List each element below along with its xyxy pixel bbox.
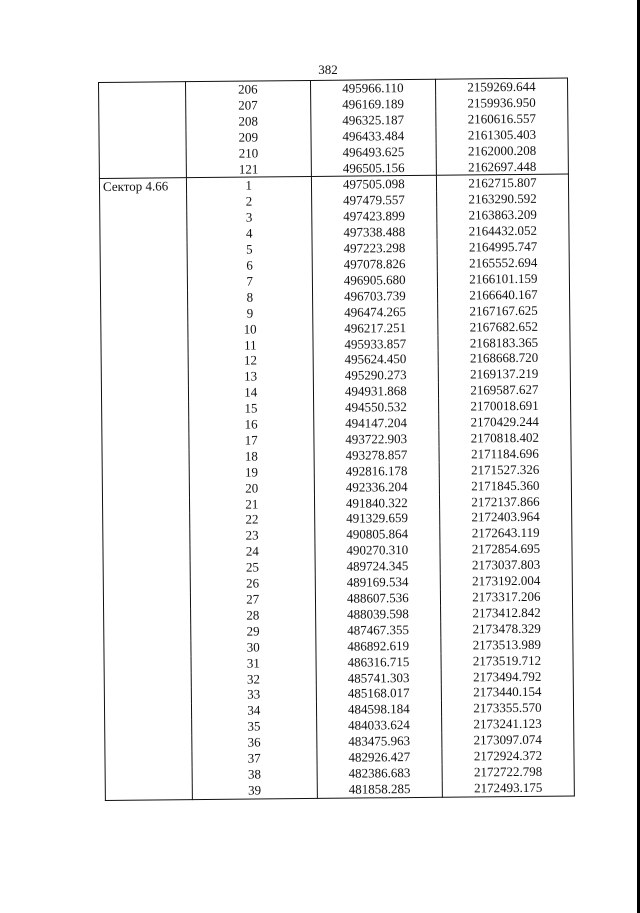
point-number-cell: 18 (189, 448, 314, 465)
x-coordinate-cell: 496493.625 (311, 143, 436, 160)
x-coordinate-cell: 496169.189 (310, 96, 435, 113)
x-coordinate-cell: 484033.624 (316, 717, 441, 734)
x-coordinate-cell: 493722.903 (314, 431, 439, 448)
x-coordinate-cell: 486316.715 (316, 653, 441, 670)
sector-cell (100, 274, 187, 291)
x-coordinate-cell: 495624.450 (313, 351, 438, 368)
point-number-cell: 210 (186, 145, 311, 162)
point-number-cell: 30 (191, 639, 316, 656)
y-coordinate-cell: 2163863.209 (437, 207, 569, 224)
point-number-cell: 19 (189, 464, 314, 481)
y-coordinate-cell: 2172493.175 (442, 779, 574, 797)
x-coordinate-cell: 494550.532 (313, 399, 438, 416)
y-coordinate-cell: 2173192.004 (440, 573, 572, 590)
x-coordinate-cell: 484598.184 (316, 701, 441, 718)
sector-cell (102, 433, 189, 450)
y-coordinate-cell: 2172722.798 (442, 763, 574, 780)
x-coordinate-cell: 496505.156 (311, 159, 436, 177)
point-number-cell: 10 (188, 321, 313, 338)
y-coordinate-cell: 2172924.372 (442, 748, 574, 765)
point-number-cell: 36 (192, 734, 317, 751)
point-number-cell: 16 (188, 416, 313, 433)
page-number: 382 (318, 62, 338, 77)
x-coordinate-cell: 489724.345 (315, 558, 440, 575)
y-coordinate-cell: 2168183.365 (438, 334, 570, 351)
y-coordinate-cell: 2173440.154 (441, 684, 573, 701)
sector-cell (103, 576, 190, 593)
x-coordinate-cell: 497479.557 (311, 192, 436, 209)
x-coordinate-cell: 485741.303 (316, 669, 441, 686)
x-coordinate-cell: 493278.857 (314, 447, 439, 464)
sector-cell (103, 529, 190, 546)
y-coordinate-cell: 2172403.964 (439, 509, 571, 526)
x-coordinate-cell: 489169.534 (315, 574, 440, 591)
point-number-cell: 14 (188, 384, 313, 401)
sector-cell (99, 130, 186, 147)
point-number-cell: 15 (188, 400, 313, 417)
y-coordinate-cell: 2162697.448 (436, 158, 568, 176)
point-number-cell: 2 (186, 193, 311, 210)
sector-cell (104, 703, 191, 720)
x-coordinate-cell: 483475.963 (317, 733, 442, 750)
point-number-cell: 20 (189, 480, 314, 497)
sector-cell (103, 513, 190, 530)
point-number-cell: 32 (191, 670, 316, 687)
point-number-cell: 24 (190, 543, 315, 560)
y-coordinate-cell: 2172137.866 (439, 493, 571, 510)
sector-cell (105, 719, 192, 736)
sector-cell (102, 497, 189, 514)
x-coordinate-cell: 497423.899 (312, 208, 437, 225)
sector-cell (100, 195, 187, 212)
y-coordinate-cell: 2167682.652 (438, 318, 570, 335)
table-row (105, 779, 574, 800)
x-coordinate-cell: 492336.204 (314, 478, 439, 495)
point-number-cell: 12 (188, 352, 313, 369)
point-number-cell: 38 (192, 766, 317, 783)
point-number-cell: 33 (191, 686, 316, 703)
x-coordinate-cell: 496474.265 (312, 303, 437, 320)
sector-cell (103, 544, 190, 561)
x-coordinate-cell: 488039.598 (315, 606, 440, 623)
point-number-cell: 1 (186, 177, 311, 195)
x-coordinate-cell: 482926.427 (317, 749, 442, 766)
y-coordinate-cell: 2168668.720 (438, 350, 570, 367)
sector-cell (105, 767, 192, 784)
sector-cell (102, 449, 189, 466)
x-coordinate-cell: 497223.298 (312, 240, 437, 257)
y-coordinate-cell: 2171527.326 (439, 461, 571, 478)
sector-cell (105, 751, 192, 768)
x-coordinate-cell: 492816.178 (314, 462, 439, 479)
sector-cell (101, 354, 188, 371)
point-number-cell: 25 (190, 559, 315, 576)
coordinates-table (98, 77, 575, 800)
x-coordinate-cell: 486892.619 (316, 637, 441, 654)
x-coordinate-cell: 496905.680 (312, 272, 437, 289)
y-coordinate-cell: 2172643.119 (440, 525, 572, 542)
sector-cell (104, 608, 191, 625)
y-coordinate-cell: 2171184.696 (439, 445, 571, 462)
y-coordinate-cell: 2173519.712 (441, 652, 573, 669)
x-coordinate-cell: 490805.864 (315, 526, 440, 543)
point-number-cell: 21 (189, 496, 314, 513)
sector-cell (105, 735, 192, 752)
y-coordinate-cell: 2167167.625 (438, 302, 570, 319)
sector-cell: Сектор 4.66 (99, 178, 186, 195)
x-coordinate-cell: 487467.355 (315, 622, 440, 639)
point-number-cell: 3 (186, 209, 311, 226)
y-coordinate-cell: 2173513.989 (441, 636, 573, 653)
sector-cell (100, 226, 187, 243)
x-coordinate-cell: 494931.868 (313, 383, 438, 400)
coordinates-table-container (98, 77, 575, 800)
y-coordinate-cell: 2165552.694 (437, 254, 569, 271)
y-coordinate-cell: 2173317.206 (440, 588, 572, 605)
x-coordinate-cell: 495290.273 (313, 367, 438, 384)
y-coordinate-cell: 2169137.219 (438, 366, 570, 383)
sector-cell (103, 592, 190, 609)
x-coordinate-cell: 497338.488 (312, 224, 437, 241)
point-number-cell: 11 (188, 336, 313, 353)
x-coordinate-cell: 497505.098 (311, 176, 436, 194)
point-number-cell: 31 (191, 655, 316, 672)
sector-cell (105, 783, 192, 800)
point-number-cell: 34 (191, 702, 316, 719)
sector-cell (104, 672, 191, 689)
x-coordinate-cell: 482386.683 (317, 765, 442, 782)
sector-cell (103, 560, 190, 577)
y-coordinate-cell: 2166101.159 (437, 270, 569, 287)
x-coordinate-cell: 495966.110 (310, 79, 435, 97)
x-coordinate-cell: 496433.484 (311, 127, 436, 144)
x-coordinate-cell: 496703.739 (312, 288, 437, 305)
sector-cell (100, 210, 187, 227)
y-coordinate-cell: 2160616.557 (436, 110, 568, 127)
sector-cell (99, 98, 186, 115)
x-coordinate-cell: 496325.187 (311, 112, 436, 129)
y-coordinate-cell: 2173355.570 (441, 700, 573, 717)
sector-cell (101, 306, 188, 323)
sector-cell (104, 656, 191, 673)
point-number-cell: 35 (191, 718, 316, 735)
y-coordinate-cell: 2162715.807 (436, 174, 568, 192)
point-number-cell: 22 (189, 511, 314, 528)
point-number-cell: 9 (187, 305, 312, 322)
coordinates-table-body (99, 78, 575, 800)
point-number-cell: 208 (186, 113, 311, 130)
point-number-cell: 8 (187, 289, 312, 306)
x-coordinate-cell: 496217.251 (313, 319, 438, 336)
y-coordinate-cell: 2163290.592 (436, 191, 568, 208)
point-number-cell: 206 (185, 80, 310, 98)
y-coordinate-cell: 2162000.208 (436, 142, 568, 159)
sector-cell (102, 417, 189, 434)
x-coordinate-cell: 490270.310 (315, 542, 440, 559)
point-number-cell: 5 (187, 241, 312, 258)
sector-cell (101, 290, 188, 307)
sector-cell (101, 385, 188, 402)
point-number-cell: 37 (192, 750, 317, 767)
point-number-cell: 4 (187, 225, 312, 242)
y-coordinate-cell: 2173097.074 (442, 732, 574, 749)
sector-cell (101, 322, 188, 339)
sector-cell (101, 369, 188, 386)
y-coordinate-cell: 2164995.747 (437, 239, 569, 256)
point-number-cell: 17 (189, 432, 314, 449)
x-coordinate-cell: 485168.017 (316, 685, 441, 702)
point-number-cell: 207 (185, 97, 310, 114)
x-coordinate-cell: 497078.826 (312, 256, 437, 273)
x-coordinate-cell: 495933.857 (313, 335, 438, 352)
y-coordinate-cell: 2172854.695 (440, 541, 572, 558)
sector-cell (99, 162, 186, 179)
y-coordinate-cell: 2173478.329 (441, 620, 573, 637)
point-number-cell: 29 (190, 623, 315, 640)
point-number-cell: 13 (188, 368, 313, 385)
point-number-cell: 27 (190, 591, 315, 608)
y-coordinate-cell: 2171845.360 (439, 477, 571, 494)
sector-cell (101, 338, 188, 355)
y-coordinate-cell: 2166640.167 (437, 286, 569, 303)
sector-cell (102, 465, 189, 482)
y-coordinate-cell: 2161305.403 (436, 126, 568, 143)
sector-cell (100, 258, 187, 275)
sector-cell (104, 640, 191, 657)
point-number-cell: 39 (192, 782, 317, 800)
point-number-cell: 209 (186, 129, 311, 146)
point-number-cell: 26 (190, 575, 315, 592)
y-coordinate-cell: 2173494.792 (441, 668, 573, 685)
y-coordinate-cell: 2173037.803 (440, 557, 572, 574)
sector-cell (104, 624, 191, 641)
x-coordinate-cell: 494147.204 (314, 415, 439, 432)
sector-cell (100, 242, 187, 259)
y-coordinate-cell: 2173241.123 (441, 716, 573, 733)
sector-cell (99, 114, 186, 131)
point-number-cell: 23 (190, 527, 315, 544)
y-coordinate-cell: 2169587.627 (438, 382, 570, 399)
point-number-cell: 121 (186, 160, 311, 178)
y-coordinate-cell: 2173412.842 (440, 604, 572, 621)
sector-cell (102, 481, 189, 498)
y-coordinate-cell: 2170018.691 (438, 398, 570, 415)
x-coordinate-cell: 488607.536 (315, 590, 440, 607)
point-number-cell: 6 (187, 257, 312, 274)
point-number-cell: 28 (190, 607, 315, 624)
sector-cell (99, 82, 186, 99)
point-number-cell: 7 (187, 273, 312, 290)
y-coordinate-cell: 2170429.244 (439, 414, 571, 431)
sector-cell (104, 688, 191, 705)
sector-cell (102, 401, 189, 418)
x-coordinate-cell: 481858.285 (317, 781, 442, 799)
y-coordinate-cell: 2159936.950 (436, 94, 568, 111)
x-coordinate-cell: 491840.322 (314, 494, 439, 511)
sector-cell (99, 146, 186, 163)
y-coordinate-cell: 2164432.052 (437, 223, 569, 240)
y-coordinate-cell: 2170818.402 (439, 429, 571, 446)
x-coordinate-cell: 491329.659 (314, 510, 439, 527)
y-coordinate-cell: 2159269.644 (435, 78, 567, 96)
